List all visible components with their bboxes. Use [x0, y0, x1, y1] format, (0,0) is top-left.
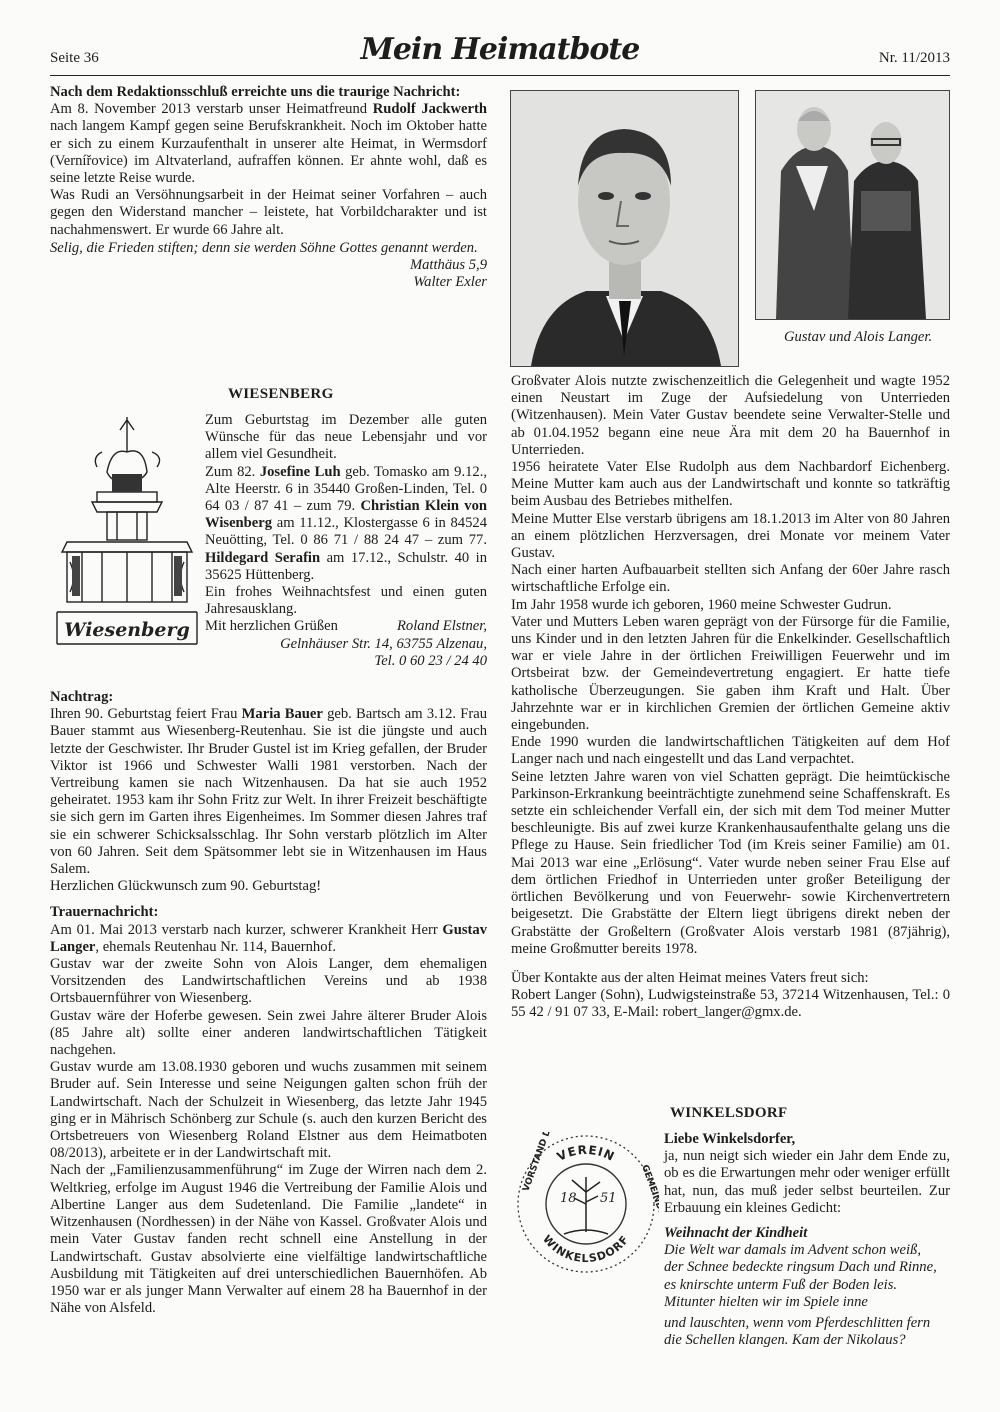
- fountain-icon: [52, 412, 202, 652]
- poem-line: und lauschten, wenn vom Pferdeschlitten fern: [664, 1315, 931, 1332]
- photo-gustav-and-alois: [755, 90, 950, 320]
- masthead-logo: Mein Heimatbote: [360, 32, 640, 67]
- sender-address: Gelnhäuser Str. 14, 63755 Alzenau,: [280, 635, 487, 652]
- sender-phone: Tel. 0 60 23 / 24 40: [374, 652, 487, 669]
- obituary-paragraph: Vater und Mutters Leben waren geprägt von der Fürsorge für die Familie, uns Kinder und in den letzten Jahren für die Enkelkinder. Gesellschaftlich war er viele Jahre in der örtlichen Freiwilligen Feuerwehr und im Ortsbeirat bzw. der Gemeindevertretung engagiert. Er hatte tiefe katholische Überzeugungen. Sie gaben ihm Kraft und Halt. Über Jahrzehnte war er in kirchlichen Gremien der örtlichen Gemeine aktiv eingebunden.: [511, 613, 950, 734]
- obituary-paragraph: Großvater Alois nutzte zwischenzeitlich die Gelegenheit und wagte 1952 einen Neustart im Zuge der Aufsiedelung von Unterrieden (Witzenhausen). Mein Vater Gustav beendete seine Verwalter-Stelle und ab 01.04.1952 begann eine neue Ära mit dem 20 ha Bauernhof in Unterrieden.: [511, 373, 950, 458]
- trauer-heading: Trauernachricht:: [50, 904, 159, 921]
- contact-intro: Über Kontakte aus der alten Heimat meines Vaters freut sich:: [511, 969, 869, 986]
- section-title-wiesenberg: WIESENBERG: [228, 386, 334, 402]
- trauer-paragraph: Nach der „Familienzusammenführung“ im Zuge der Wirren nach dem 2. Weltkrieg, erfolge im August 1946 die Vertreibung der Familie Alois und Albertine Langer aus dem Sudetenland. Die Familie „landete“ in Witzenhausen (Nordhessen) in der Nähe von Kassel. Großvater Alois und mein Vater Gustav fanden recht schnell eine Anstellung in der Landwirtschaft. Gustav absolvierte eine vielfältige landwirtschaftliche Ausbildung mit Tätigkeiten auf drei unterschiedlichen Bauernhöfen. Ab 1950 war er als junger Mann Verwalter auf einem 28 ha Bauernhof in der Nähe von Alsfeld.: [50, 1162, 487, 1317]
- trauer-paragraph: Gustav war der zweite Sohn von Alois Langer, dem ehemaligen Vorsitzenden des Landwirtschaftlichen Vereins und ab 1938 Ortsbauernführer von Wiesenberg.: [50, 956, 487, 1007]
- seal-year-right: 51: [600, 1191, 617, 1206]
- winkelsdorf-seal: [514, 1132, 659, 1277]
- wiesenberg-wish: Ein frohes Weihnachtsfest und einen guten Jahresausklang.: [205, 584, 487, 618]
- trauer-paragraph: Gustav wäre der Hoferbe gewesen. Sein zwei Jahre älterer Bruder Alois (85 Jahre alt) sollte einer anderen landwirtschaftlichen Tätigkeit nachgehen.: [50, 1007, 487, 1059]
- wiesenberg-birthday-list: Zum 82. Josefine Luh geb. Tomasko am 9.12., Alte Heerstr. 6 in 35440 Großen-Linden, Tel. 0 64 03 / 87 41 – zum 79. Christian Klein von Wisenberg am 11.12., Klostergasse 6 in 84524 Neuötting, Tel. 0 86 71 / 88 24 47 – zum 77. Hildegard Serafin am 17.12., Schulstr. 40 in 35625 Hüttenberg.: [205, 463, 487, 583]
- photo-caption: Gustav und Alois Langer.: [784, 329, 933, 345]
- bible-quote: Selig, die Frieden stiften; denn sie werden Söhne Gottes genannt werden.: [50, 239, 478, 256]
- seal-text-bottom: WINKELSDORF: [540, 1232, 632, 1266]
- poem-line: es knirschte unterm Fuß der Boden leis.: [664, 1276, 898, 1293]
- obituary-paragraph: Meine Mutter Else verstarb übrigens am 18.1.2013 im Alter von 80 Jahren an einem plötzlichen Herzversagen, drei Monate vor meinem Vater Gustav.: [511, 510, 950, 562]
- obituary-continuation: [511, 373, 950, 1022]
- svg-text:VEREIN: [555, 1143, 617, 1164]
- obituary-paragraph: Nach einer harten Aufbauarbeit stellten sich Anfang der 60er Jahre rasch wirtschaftliche Erfolge ein.: [511, 562, 950, 596]
- deceased-name: Rudolf Jackwerth: [372, 101, 487, 118]
- seal-text-right: GEMEINDE: [639, 1163, 659, 1217]
- quote-reference: Matthäus 5,9: [409, 257, 487, 274]
- page-header: [50, 32, 950, 84]
- obituary-paragraph: Ende 1990 wurden die landwirtschaftlichen Tätigkeiten auf dem Hof Langer nach und nach eingestellt und das Land verpachtet.: [511, 734, 950, 768]
- obituary-paragraph: Seine letzten Jahre waren von viel Schatten geprägt. Die heimtückische Parkinson-Erkrankung beeinträchtigte zunehmend seine Schaffenskraft. Es setzte ein schleichender Verfall ein, der sich mit dem Tod meiner Mutter beschleunigte. Bis auf zwei kurze Krankenhausaufenthalte gelang uns die Pflege zu Hause. Sein friedlicher Tod (im Kreis seiner Familie) am 01. Mai 2013 war eine „Erlösung“. Vater wurde neben seiner Frau Else auf dem örtlichen Friedhof in Unterrieden unter großer Beteiligung der örtlichen Bevölkerung und von Feuerwehr- sowie Kirchenvertretern beigesetzt. Die Grabstätte der Eltern liegt übrigens direkt neben der Grabstätte der Großeltern (Großvater Alois verstarb 1981 (87jährig), meine Großmutter bereits 1978.: [511, 768, 950, 957]
- nachtrag-paragraph: Ihren 90. Geburtstag feiert Frau Maria Bauer geb. Bartsch am 3.12. Frau Bauer stammt aus Wiesenberg-Reutenhau. Sie ist die jüngste und auch letzte der Geschwister. Ihr Bruder Gustel ist im Krieg gefallen, der Bruder Viktor ist 1966 und Schwester Walli 1981 verstorben. Nach der Vertreibung kamen sie nach Witzenhausen. Da hat sie auch 1952 geheiratet. 1953 kam ihr Sohn Fritz zur Welt. In ihrer Freizeit beschäftigte sie sich gern im Garten ihres Eigenheimes. Im Sommer diesen Jahres traf sie ein schwerer Schicksalsschlag. Ihr Sohn verstarb plötzlich im Alter von 60 Jahren. Seit dem Spätsommer lebt sie in Witzenhausen im Haus Salem.: [50, 706, 487, 878]
- poem-line: Die Welt war damals im Advent schon weiß,: [664, 1242, 921, 1259]
- wiesenberg-signature: Mit herzlichen Grüßen Roland Elstner,: [205, 618, 487, 635]
- poem-line: der Schnee bedeckte ringsum Dach und Rinne,: [664, 1259, 937, 1276]
- notice-paragraph: Am 8. November 2013 verstarb unser Heimatfreund Rudolf Jackwerth nach langem Kampf gegen seine Berufskrankheit. Noch im Oktober hatte er sich zu einem Kurzaufenthalt in unserer alte Heimat, in Wermsdorf (Vernířovice) im Altvaterland, aufraffen können. Er ahnte wohl, daß es seine letzte Reise wurde.: [50, 101, 487, 187]
- emblem-label: Wiesenberg: [64, 619, 190, 641]
- nachtrag-heading: Nachtrag:: [50, 689, 114, 705]
- section-title-winkelsdorf: WINKELSDORF: [670, 1105, 788, 1121]
- obituary-paragraph: 1956 heiratete Vater Else Rudolph aus dem Nachbardorf Eichenberg. Meine Mutter kam auch aus der Landwirtschaft und konnte so tatkräftig beim Ausbau des Betriebes mithelfen.: [511, 459, 950, 510]
- poem-line: Mitunter hielten wir im Spiele inne: [664, 1293, 868, 1310]
- death-notice: [50, 84, 487, 291]
- wiesenberg-birthdays: [205, 412, 487, 670]
- seal-icon: [514, 1132, 659, 1277]
- winkelsdorf-letter: [664, 1131, 950, 1349]
- trauer-paragraph: Gustav wurde am 13.08.1930 geboren und wuchs zusammen mit seinem Bruder auf. Sein Interesse und seine Neigungen galten schon früh der Landwirtschaft. Nach der Schulzeit in Wiesenberg, das letzte Jahr 1945 ging er in Mährisch Schönberg zur Schule (s. auch den kurzen Bericht des Ortsbetreuers von Wiesenberg Roland Elstner aus dem Heimatboten 08/2013), arbeitete er in der Landwirtschaft mit.: [50, 1059, 487, 1162]
- contact-details: Robert Langer (Sohn), Ludwigsteinstraße 53, 37214 Witzenhausen, Tel.: 0 55 42 / 91 07 33, E-Mail: robert_langer@gmx.de.: [511, 987, 950, 1021]
- trauer-paragraph: Am 01. Mai 2013 verstarb nach kurzer, schwerer Krankheit Herr Gustav Langer, ehemals Reutenhau Nr. 114, Bauernhof.: [50, 921, 487, 955]
- issue-number: Nr. 11/2013: [878, 50, 950, 66]
- notice-author: Walter Exler: [413, 274, 487, 291]
- nachtrag-congrats: Herzlichen Glückwunsch zum 90. Geburtstag!: [50, 878, 322, 895]
- seal-text-left: VORSTAND D.: [521, 1132, 555, 1194]
- two-men-image: [756, 91, 949, 319]
- nachtrag-section: [50, 689, 487, 1317]
- seal-text-top: VEREIN: [554, 1142, 618, 1164]
- header-rule: [50, 75, 950, 76]
- portrait-photo-gustav: [510, 90, 739, 367]
- winkelsdorf-body: ja, nun neigt sich wieder ein Jahr dem Ende zu, ob es die Erwartungen mehr oder weniger erfüllt hat, nun, das muß jeder selbst beurteilen. Zur Erbauung ein kleines Gedicht:: [664, 1148, 950, 1216]
- svg-text:WINKELSDORF: [540, 1233, 632, 1265]
- poem-title: Weihnacht der Kindheit: [664, 1225, 808, 1242]
- page-number: Seite 36: [50, 50, 99, 66]
- wiesenberg-emblem: [52, 412, 202, 652]
- winkelsdorf-greeting: Liebe Winkelsdorfer,: [664, 1131, 796, 1147]
- notice-heading: Nach dem Redaktionsschluß erreichte uns die traurige Nachricht:: [50, 84, 461, 100]
- poem-line: die Schellen klangen. Kam der Nikolaus?: [664, 1332, 906, 1349]
- wiesenberg-intro: Zum Geburtstag im Dezember alle guten Wünsche für das neue Lebensjahr und vor allem viel Gesundheit.: [205, 412, 487, 463]
- notice-paragraph: Was Rudi an Versöhnungsarbeit in der Heimat seiner Vorfahren – auch gegen den Widerstand mancher – leistete, hat Vorbildcharakter und ist nachahmenswert. Er wurde 66 Jahre alt.: [50, 187, 487, 238]
- seal-year-left: 18: [560, 1191, 577, 1206]
- obituary-paragraph: Im Jahr 1958 wurde ich geboren, 1960 meine Schwester Gudrun.: [511, 596, 892, 613]
- portrait-image: [511, 91, 738, 366]
